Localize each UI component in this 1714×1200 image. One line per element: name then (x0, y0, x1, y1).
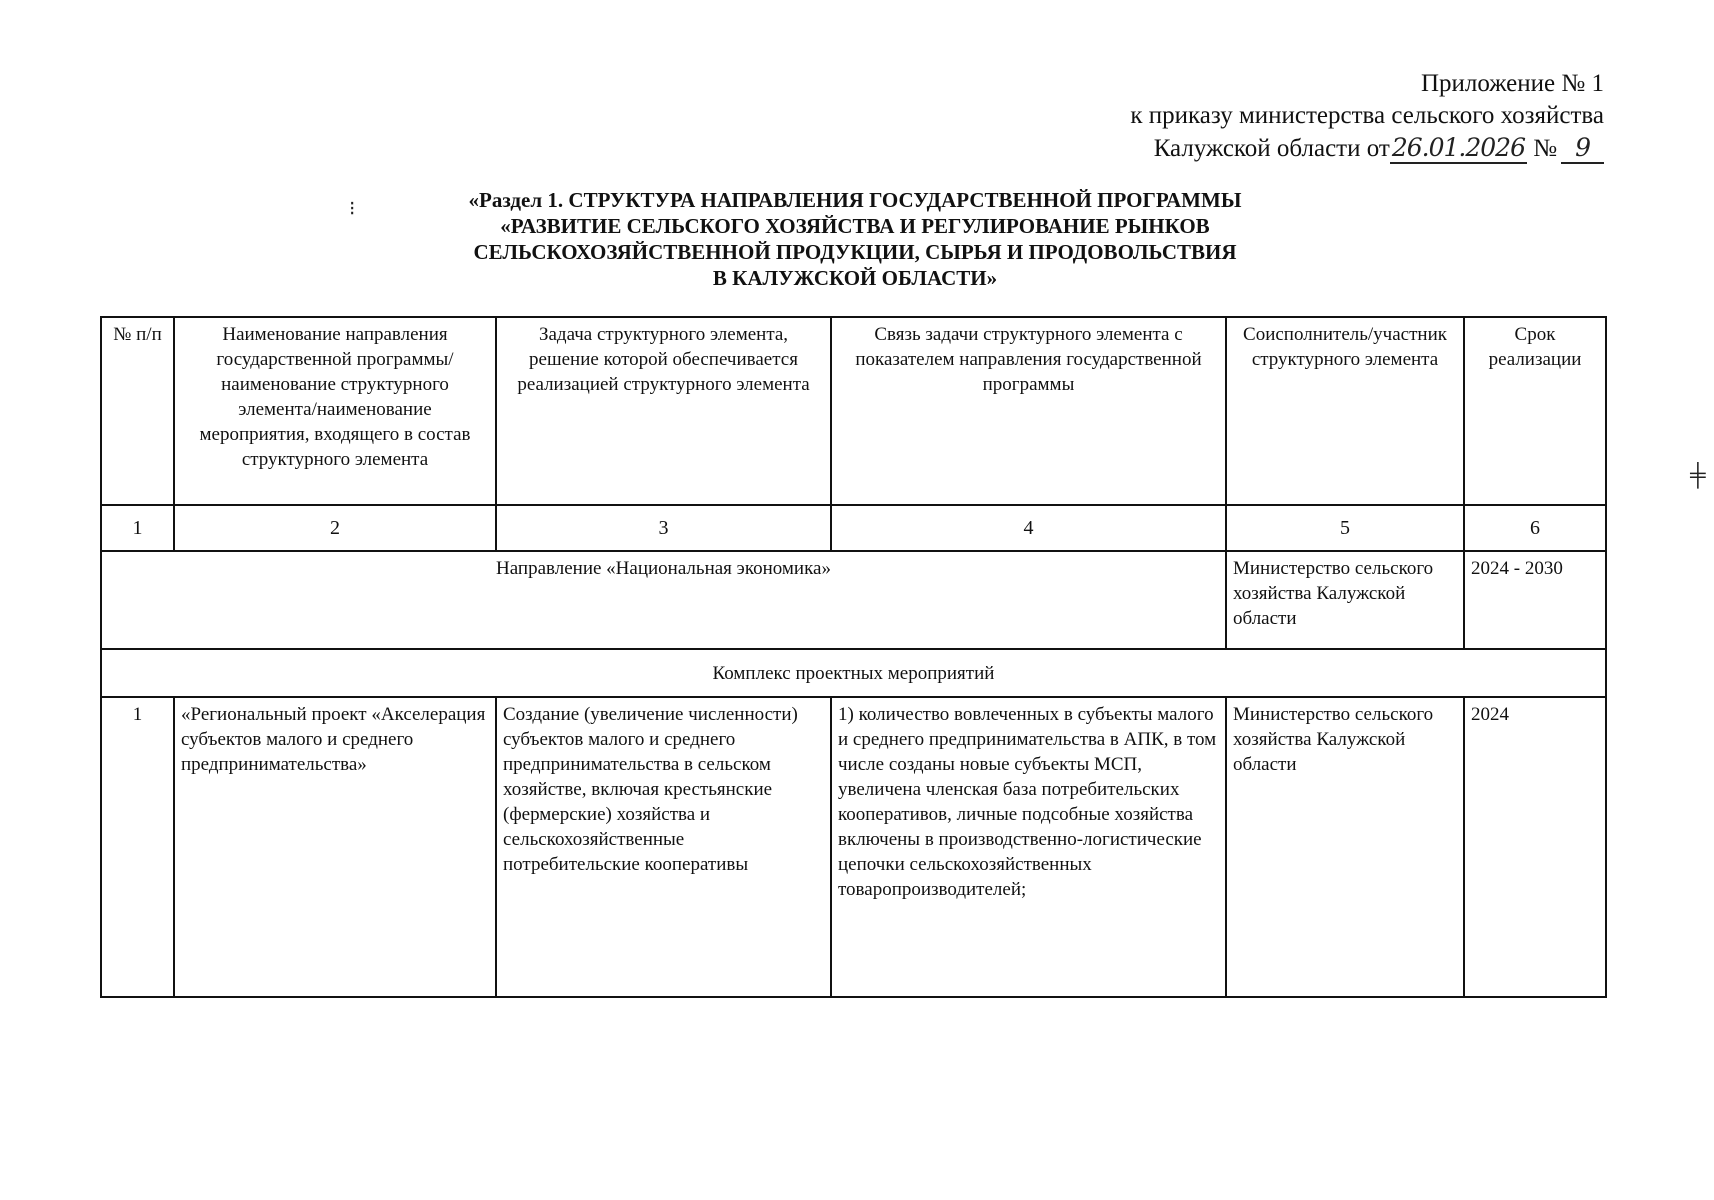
order-reference: к приказу министерства сельского хозяйства (1130, 102, 1604, 129)
scan-mark: ⁝ (349, 198, 356, 220)
row-num: 1 (101, 697, 174, 997)
column-number: 2 (174, 505, 496, 551)
complex-label: Комплекс проектных мероприятий (101, 649, 1606, 697)
direction-executor: Министерство сельского хозяйства Калужской области (1226, 551, 1464, 649)
title-line-2: «РАЗВИТИЕ СЕЛЬСКОГО ХОЗЯЙСТВА И РЕГУЛИРОВАНИЕ РЫНКОВ (500, 214, 1210, 238)
column-number-row (101, 505, 1606, 551)
header-cell-num: № п/п (101, 317, 174, 505)
row-task: Создание (увеличение численности) субъектов малого и среднего предпринимательства в сельском хозяйстве, включая крестьянские (фермерские) хозяйства и сельскохозяйственные потребительские кооперативы (496, 697, 831, 997)
order-number-label: № (1533, 135, 1558, 162)
handwritten-number: 9 (1561, 133, 1604, 164)
direction-row (101, 551, 1606, 649)
title-line-1: «Раздел 1. СТРУКТУРА НАПРАВЛЕНИЯ ГОСУДАРСТВЕННОЙ ПРОГРАММЫ (468, 188, 1242, 212)
column-number: 3 (496, 505, 831, 551)
header-cell-period: Срок реализации (1464, 317, 1606, 505)
appendix-number: Приложение № 1 (1420, 70, 1604, 97)
table-row (101, 697, 1606, 997)
order-date-prefix: Калужской области от (1153, 135, 1390, 162)
column-number: 1 (101, 505, 174, 551)
row-name: «Региональный проект «Акселерация субъектов малого и среднего предпринимательства» (174, 697, 496, 997)
direction-period: 2024 - 2030 (1464, 551, 1606, 649)
row-link: 1) количество вовлеченных в субъекты малого и среднего предпринимательства в АПК, в том числе созданы новые субъекты МСП, увеличена членская база потребительских кооперативов, личные подсобные хозяйства включены в производственно-логистические цепочки сельскохозяйственных товаропроизводителей; (831, 697, 1226, 997)
title-line-4: В КАЛУЖСКОЙ ОБЛАСТИ» (712, 266, 998, 290)
direction-label: Направление «Национальная экономика» (101, 551, 1226, 649)
header-cell-task: Задача структурного элемента, решение которой обеспечивается реализацией структурного элемента (496, 317, 831, 505)
order-date-line (1130, 132, 1604, 165)
column-number: 4 (831, 505, 1226, 551)
column-number: 5 (1226, 505, 1464, 551)
header-cell-executor: Соисполнитель/участник структурного элемента (1226, 317, 1464, 505)
header-cell-link: Связь задачи структурного элемента с показателем направления государственной программы (831, 317, 1226, 505)
row-executor: Министерство сельского хозяйства Калужской области (1226, 697, 1464, 997)
title-line-3: СЕЛЬСКОХОЗЯЙСТВЕННОЙ ПРОДУКЦИИ, СЫРЬЯ И ПРОДОВОЛЬСТВИЯ (473, 240, 1237, 264)
complex-row (101, 649, 1606, 697)
margin-mark: ╪ (1690, 462, 1706, 487)
structure-table-wrap (100, 316, 1605, 998)
section-title (300, 187, 1410, 291)
handwritten-date: 26.01.2026 (1391, 133, 1525, 162)
header-cell-name: Наименование направления государственной программы/наименование структурного элемента/наименование мероприятия, входящего в состав структурного элемента (174, 317, 496, 505)
structure-table (100, 316, 1607, 998)
appendix-header (1130, 68, 1604, 165)
row-period: 2024 (1464, 697, 1606, 997)
column-number: 6 (1464, 505, 1606, 551)
table-header-row (101, 317, 1606, 505)
